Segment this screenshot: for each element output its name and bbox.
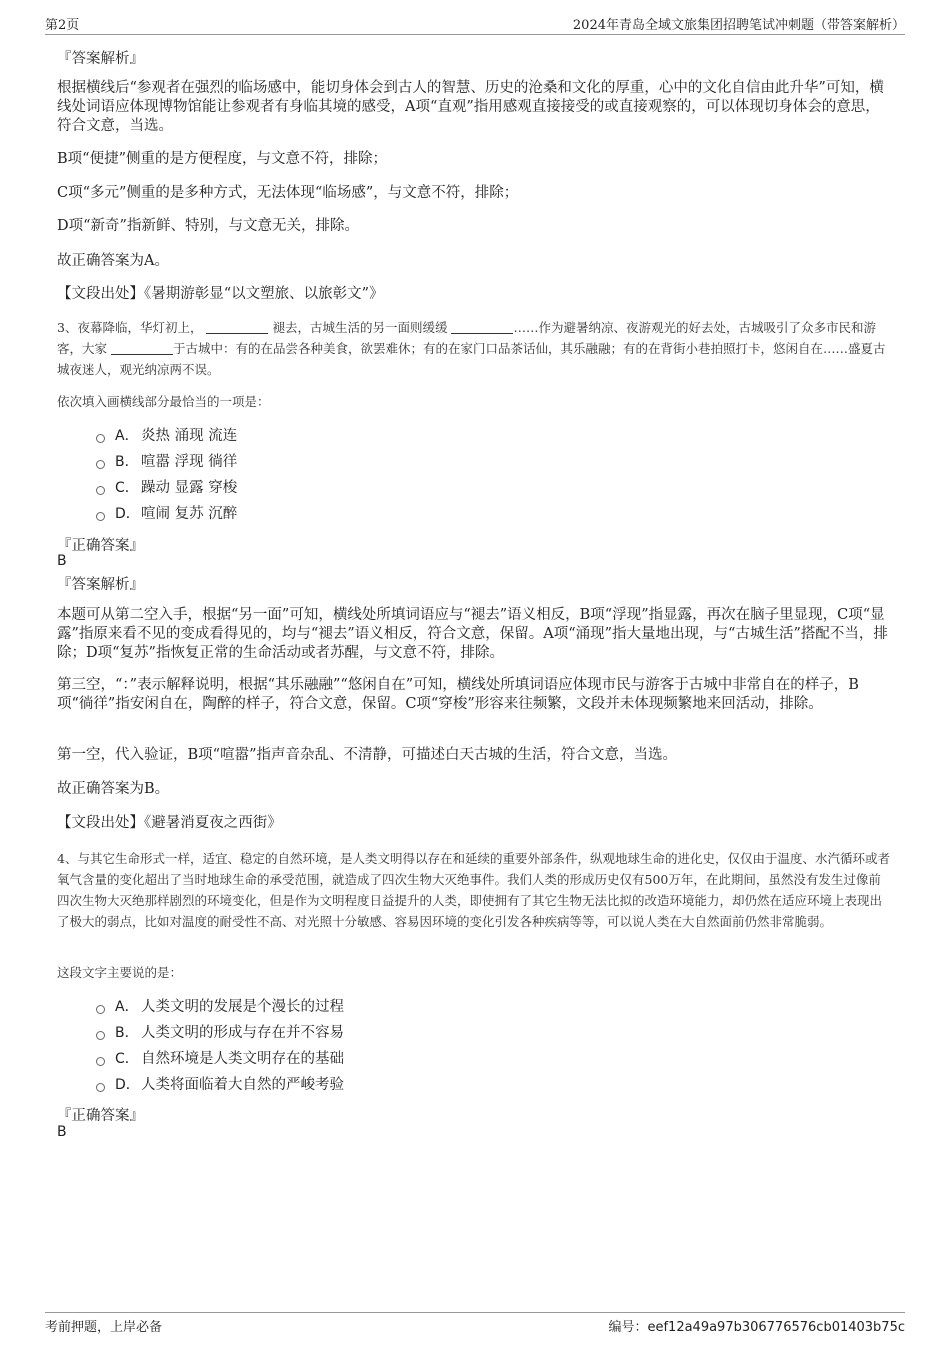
q3-blank-3 [111, 340, 173, 355]
q3-option-b[interactable]: B． 喧嚣 浮现 徜徉 [96, 451, 237, 473]
q3-stem [57, 317, 892, 380]
q3-stem-part-1: 3、夜幕降临，华灯初上， [57, 320, 203, 335]
radio-icon[interactable] [96, 512, 105, 521]
q2-source: 【文段出处】《暑期游彰显“以文塑旅、以旅彰文”》 [57, 286, 384, 302]
radio-icon[interactable] [96, 1005, 105, 1014]
q4-stem: 4、与其它生命形式一样，适宜、稳定的自然环境，是人类文明得以存在和延续的重要外部条件，纵观地球生命的进化史，仅仅由于温度、水汽循环或者氧气含量的变化超出了当时地球生命的承受范围，就造成了四次生物大灭绝事件。我们人类的形成历史仅有500万年，在此期间，虽然没有发生过像前四次生物大灭绝那样剧烈的环境变化，但是作为文明程度日益提升的人类，即使拥有了其它生物无法比拟的改造环境能力，却仍然在适应环境上表现出了极大的弱点，比如对温度的耐受性不高、对光照十分敏感、容易因环境的变化引发各种疾病等等，可以说人类在大自然面前仍然非常脆弱。 [57, 851, 890, 929]
q3-option-a[interactable]: A． 炎热 涌现 流连 [96, 425, 237, 447]
q3-source: 【文段出处】《避暑消夏夜之西街》 [57, 815, 282, 831]
q3-option-d[interactable]: D．喧闹 复苏 沉醉 [96, 503, 237, 525]
page-number: 第2页 [45, 18, 80, 33]
radio-icon[interactable] [96, 1083, 105, 1092]
q2-analysis-conclusion: 故正确答案为A。 [57, 253, 169, 269]
q3-analysis-label: 『答案解析』 [57, 577, 144, 593]
q4-correct-label: 『正确答案』 [57, 1108, 144, 1124]
footer-slogan: 考前押题，上岸必备 [45, 1320, 163, 1335]
q3-stem-part-3: ……作为避暑纳凉、夜游观光的好去处，古城吸引了众多市民和游客，大家 [57, 320, 876, 356]
q2-analysis-label: 『答案解析』 [57, 51, 144, 67]
q3-analysis-p2: 第三空，“：”表示解释说明，根据“其乐融融”“悠闲自在”可知，横线处所填词语应体现市民与游客于古城中非常自在的样子，B项“徜徉”指安闲自在，陶醉的样子，符合文意，保留。C项“穿梭”形容来往频繁，文段并未体现频繁地来回活动，排除。 [57, 677, 859, 712]
page-header [45, 14, 905, 35]
radio-icon[interactable] [96, 460, 105, 469]
radio-icon[interactable] [96, 1031, 105, 1040]
radio-icon[interactable] [96, 434, 105, 443]
q3-stem-part-4: 于古城中：有的在品尝各种美食，欲罢难休；有的在家门口品茶话仙，其乐融融；有的在背街小巷拍照打卡，悠闲自在……盛夏古城夜迷人，观光纳凉两不误。 [57, 341, 886, 377]
radio-icon[interactable] [96, 1057, 105, 1066]
q2-analysis-p1: 根据横线后“参观者在强烈的临场感中，能切身体会到古人的智慧、历史的沧桑和文化的厚重，心中的文化自信由此升华”可知，横线处词语应体现博物馆能让参观者有身临其境的感受，A项“直观”指用感观直接接受的或直接观察的，可以体现切身体会的意思，符合文意，当选。 [57, 80, 884, 134]
q3-analysis-p3: 第一空，代入验证，B项“喧嚣”指声音杂乱、不清静，可描述白天古城的生活，符合文意，当选。 [57, 747, 677, 763]
q3-correct-label: 『正确答案』 [57, 538, 144, 554]
q4-option-d[interactable]: D．人类将面临着大自然的严峻考验 [96, 1074, 344, 1096]
q3-analysis-conclusion: 故正确答案为B。 [57, 781, 170, 797]
q2-analysis-p2: B项“便捷”侧重的是方便程度，与文意不符，排除； [57, 151, 387, 167]
page-footer [45, 1312, 905, 1335]
q2-analysis-p3: C项“多元”侧重的是多种方式，无法体现“临场感”，与文意不符，排除； [57, 185, 519, 201]
q2-analysis-p4: D项“新奇”指新鲜、特别，与文意无关，排除。 [57, 218, 359, 234]
q3-stem-part-2: 褪去，古城生活的另一面则缓缓 [272, 320, 448, 335]
q4-option-b[interactable]: B． 人类文明的形成与存在并不容易 [96, 1022, 344, 1044]
q3-prompt: 依次填入画横线部分最恰当的一项是： [57, 394, 270, 409]
q4-prompt: 这段文字主要说的是： [57, 965, 183, 980]
q4-correct-answer: B [57, 1124, 67, 1140]
q3-analysis-p1: 本题可从第二空入手，根据“另一面”可知，横线处所填词语应与“褪去”语义相反，B项“浮现”指显露，再次在脑子里显现，C项“显露”指原来看不见的变成看得见的，均与“褪去”语义相反，符合文意，保留。A项“涌现”指大量地出现，与“古城生活”搭配不当，排除；D项“复苏”指恢复正常的生命活动或者苏醒，与文意不符，排除。 [57, 607, 888, 661]
q3-blank-2 [451, 319, 513, 334]
document-title: 2024年青岛全域文旅集团招聘笔试冲刺题（带答案解析） [572, 18, 905, 33]
radio-icon[interactable] [96, 486, 105, 495]
q4-option-a[interactable]: A． 人类文明的发展是个漫长的过程 [96, 996, 344, 1018]
q3-blank-1 [206, 319, 268, 334]
q4-option-c[interactable]: C． 自然环境是人类文明存在的基础 [96, 1048, 344, 1070]
q3-correct-answer: B [57, 553, 67, 569]
footer-id: 编号：eef12a49a97b306776576cb01403b75c [608, 1320, 905, 1335]
q3-option-c[interactable]: C． 躁动 显露 穿梭 [96, 477, 237, 499]
